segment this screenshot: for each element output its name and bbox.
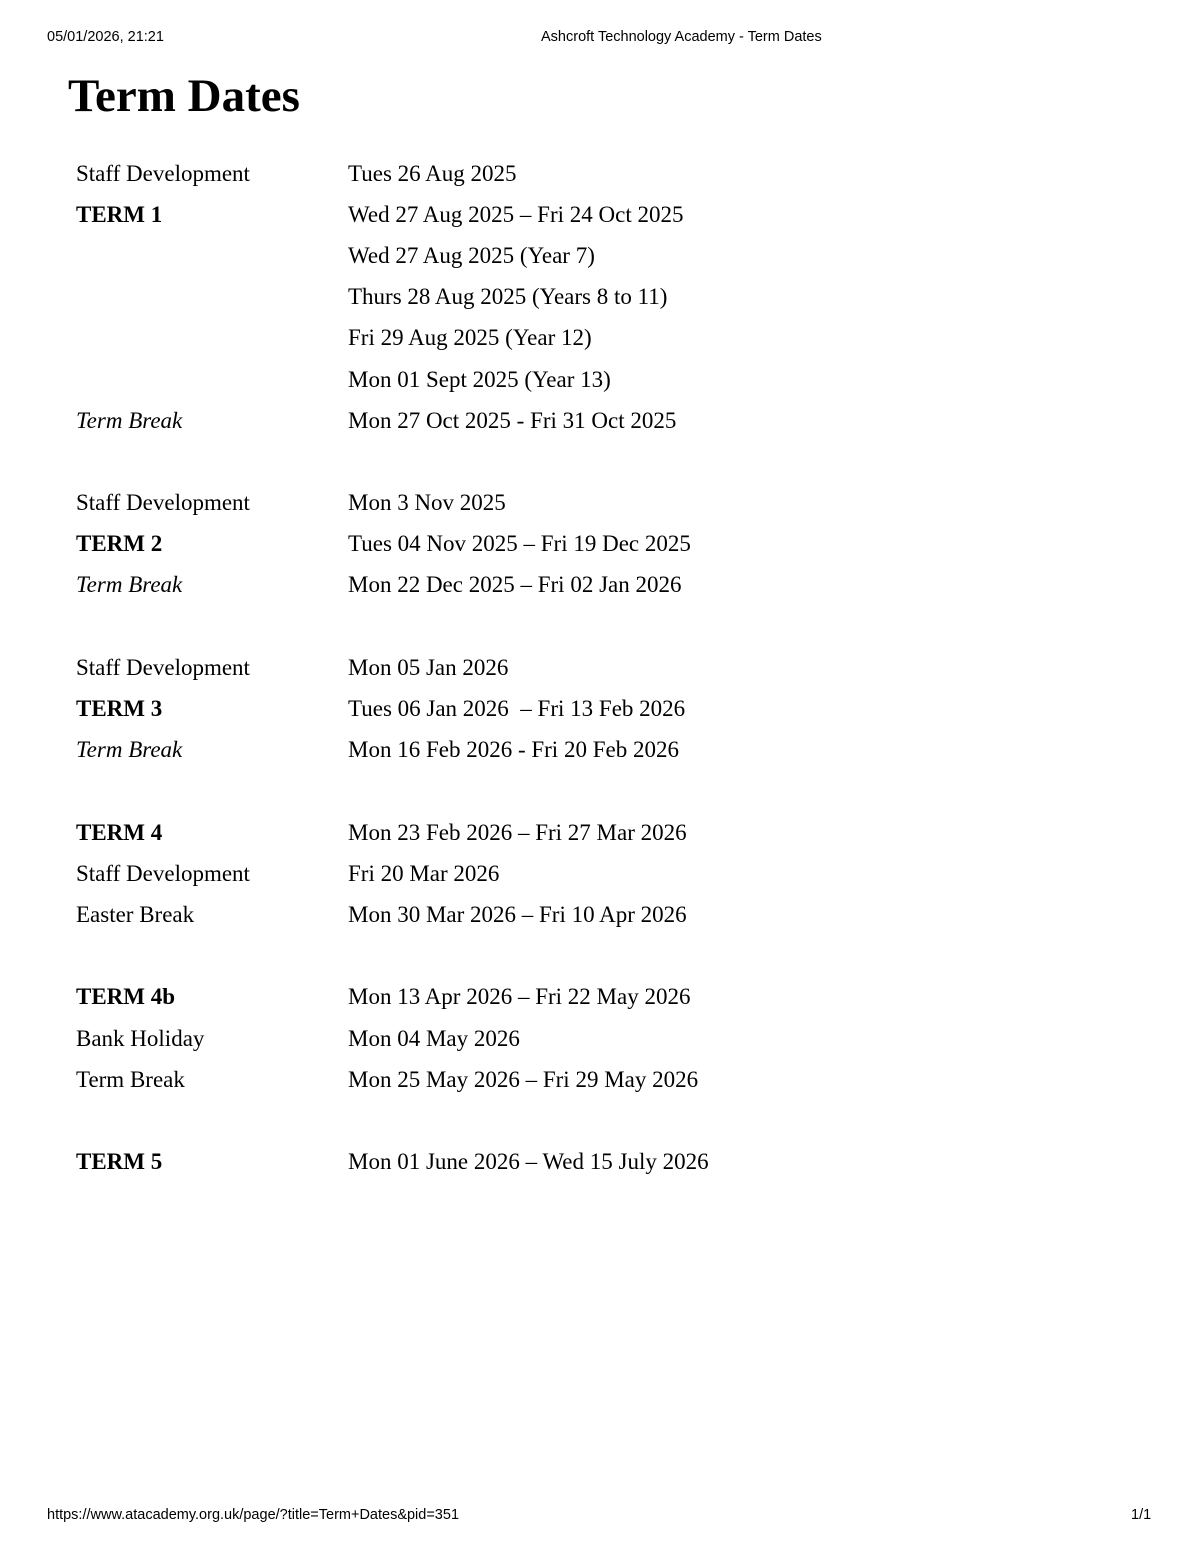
row-date: Mon 13 Apr 2026 – Fri 22 May 2026 [348, 984, 691, 1010]
term-row [76, 400, 709, 441]
row-date: Mon 3 Nov 2025 [348, 490, 506, 516]
row-label: Term Break [76, 737, 183, 763]
term-row [76, 894, 709, 935]
row-label: Term Break [76, 572, 183, 598]
row-date: Thurs 28 Aug 2025 (Years 8 to 11) [348, 284, 668, 310]
print-header [0, 29, 1200, 49]
row-date: Fri 20 Mar 2026 [348, 860, 500, 886]
row-date: Mon 27 Oct 2025 - Fri 31 Oct 2025 [348, 407, 677, 433]
row-date: Mon 22 Dec 2025 – Fri 02 Jan 2026 [348, 572, 682, 598]
row-label: Term Break [76, 1066, 185, 1092]
group-spacer [76, 771, 709, 812]
term-dates-list [76, 153, 709, 1183]
row-label: TERM 4 [76, 819, 163, 845]
row-label: TERM 2 [76, 531, 163, 557]
row-label: TERM 1 [76, 201, 163, 227]
print-footer [0, 1507, 1200, 1527]
print-document-title: Ashcroft Technology Academy - Term Dates [541, 29, 822, 45]
row-label: Bank Holiday [76, 1025, 205, 1051]
row-date: Mon 05 Jan 2026 [348, 654, 509, 680]
group-spacer [76, 936, 709, 977]
term-row [76, 688, 709, 729]
row-label: Easter Break [76, 901, 195, 927]
row-date: Fri 29 Aug 2025 (Year 12) [348, 325, 592, 351]
term-row [76, 524, 709, 565]
row-label: Staff Development [76, 160, 250, 186]
term-row [76, 565, 709, 606]
row-date: Tues 06 Jan 2026 – Fri 13 Feb 2026 [348, 696, 686, 722]
term-row [76, 1018, 709, 1059]
row-date: Wed 27 Aug 2025 – Fri 24 Oct 2025 [348, 201, 684, 227]
page-title: Term Dates [68, 70, 300, 122]
term-row [76, 812, 709, 853]
row-label: Staff Development [76, 860, 250, 886]
term-row [76, 483, 709, 524]
term-row [76, 1059, 709, 1100]
row-date: Mon 23 Feb 2026 – Fri 27 Mar 2026 [348, 819, 687, 845]
print-url: https://www.atacademy.org.uk/page/?title=Term+Dates&pid=351 [47, 1507, 460, 1523]
row-label: Term Break [76, 407, 183, 433]
group-spacer [76, 1100, 709, 1141]
row-label: TERM 3 [76, 696, 163, 722]
term-row [76, 853, 709, 894]
group-spacer [76, 441, 709, 482]
row-date: Mon 01 June 2026 – Wed 15 July 2026 [348, 1149, 709, 1175]
term-row [76, 647, 709, 688]
row-label: TERM 4b [76, 984, 176, 1010]
term-row [76, 277, 709, 318]
row-label: Staff Development [76, 490, 250, 516]
print-page-number: 1/1 [1131, 1507, 1152, 1523]
row-label: Staff Development [76, 654, 250, 680]
term-row [76, 235, 709, 276]
row-date: Mon 30 Mar 2026 – Fri 10 Apr 2026 [348, 901, 687, 927]
term-row [76, 359, 709, 400]
row-date: Tues 26 Aug 2025 [348, 160, 517, 186]
term-row [76, 1142, 709, 1183]
term-row [76, 318, 709, 359]
row-date: Mon 25 May 2026 – Fri 29 May 2026 [348, 1066, 699, 1092]
term-row [76, 194, 709, 235]
term-row [76, 153, 709, 194]
row-date: Wed 27 Aug 2025 (Year 7) [348, 242, 595, 268]
print-datetime: 05/01/2026, 21:21 [47, 29, 164, 45]
row-date: Mon 16 Feb 2026 - Fri 20 Feb 2026 [348, 737, 679, 763]
group-spacer [76, 606, 709, 647]
term-row [76, 977, 709, 1018]
row-date: Tues 04 Nov 2025 – Fri 19 Dec 2025 [348, 531, 691, 557]
row-label: TERM 5 [76, 1149, 163, 1175]
term-row [76, 730, 709, 771]
row-date: Mon 04 May 2026 [348, 1025, 520, 1051]
row-date: Mon 01 Sept 2025 (Year 13) [348, 366, 611, 392]
